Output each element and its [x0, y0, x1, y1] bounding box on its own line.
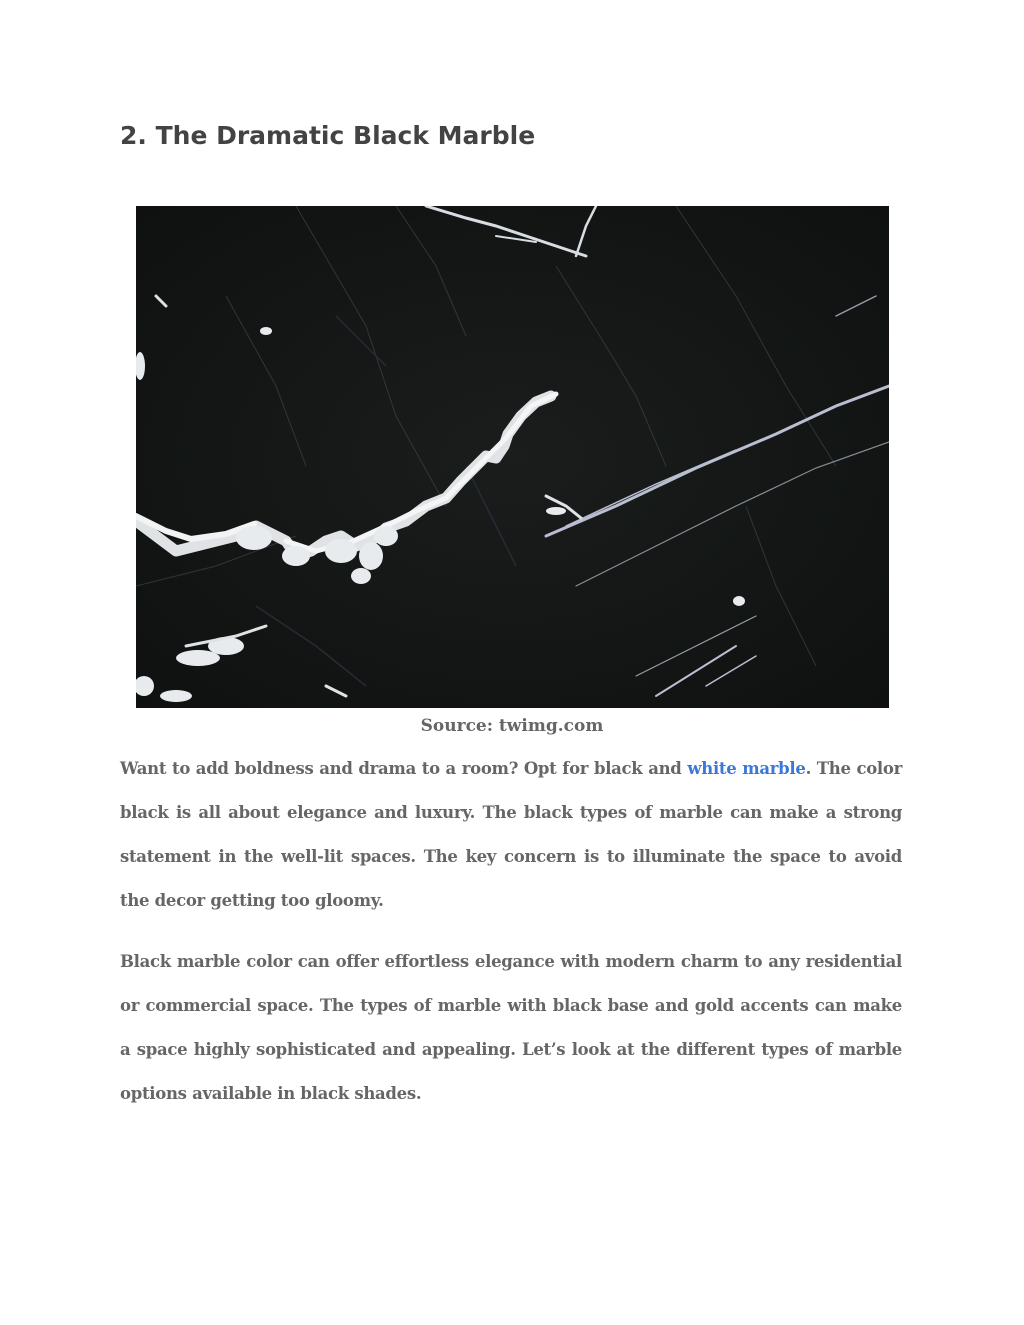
paragraph-2: Black marble color can offer effortless elegance with modern charm to any residential or commercial space. The types of marble with black base and gold accents can make a space highly sophisticated and appealing. Let’s look at the different types of marble options available in black shades. [120, 952, 902, 1103]
marble-texture-graphic [136, 206, 889, 708]
paragraph-1 [120, 747, 902, 923]
paragraph-1-text-start: Want to add boldness and drama to a room? Opt for black and [120, 759, 688, 778]
paragraph-1-text-end: . The color black is all about elegance and luxury. The black types of marble can make a strong statement in the well-lit spaces. The key concern is to illuminate the space to avoid the decor getting too gloomy. [120, 759, 902, 910]
black-marble-image [136, 206, 889, 708]
image-caption: Source: twimg.com [420, 716, 604, 736]
section-heading: 2. The Dramatic Black Marble [120, 121, 536, 150]
white-marble-link[interactable]: white marble [687, 759, 806, 778]
